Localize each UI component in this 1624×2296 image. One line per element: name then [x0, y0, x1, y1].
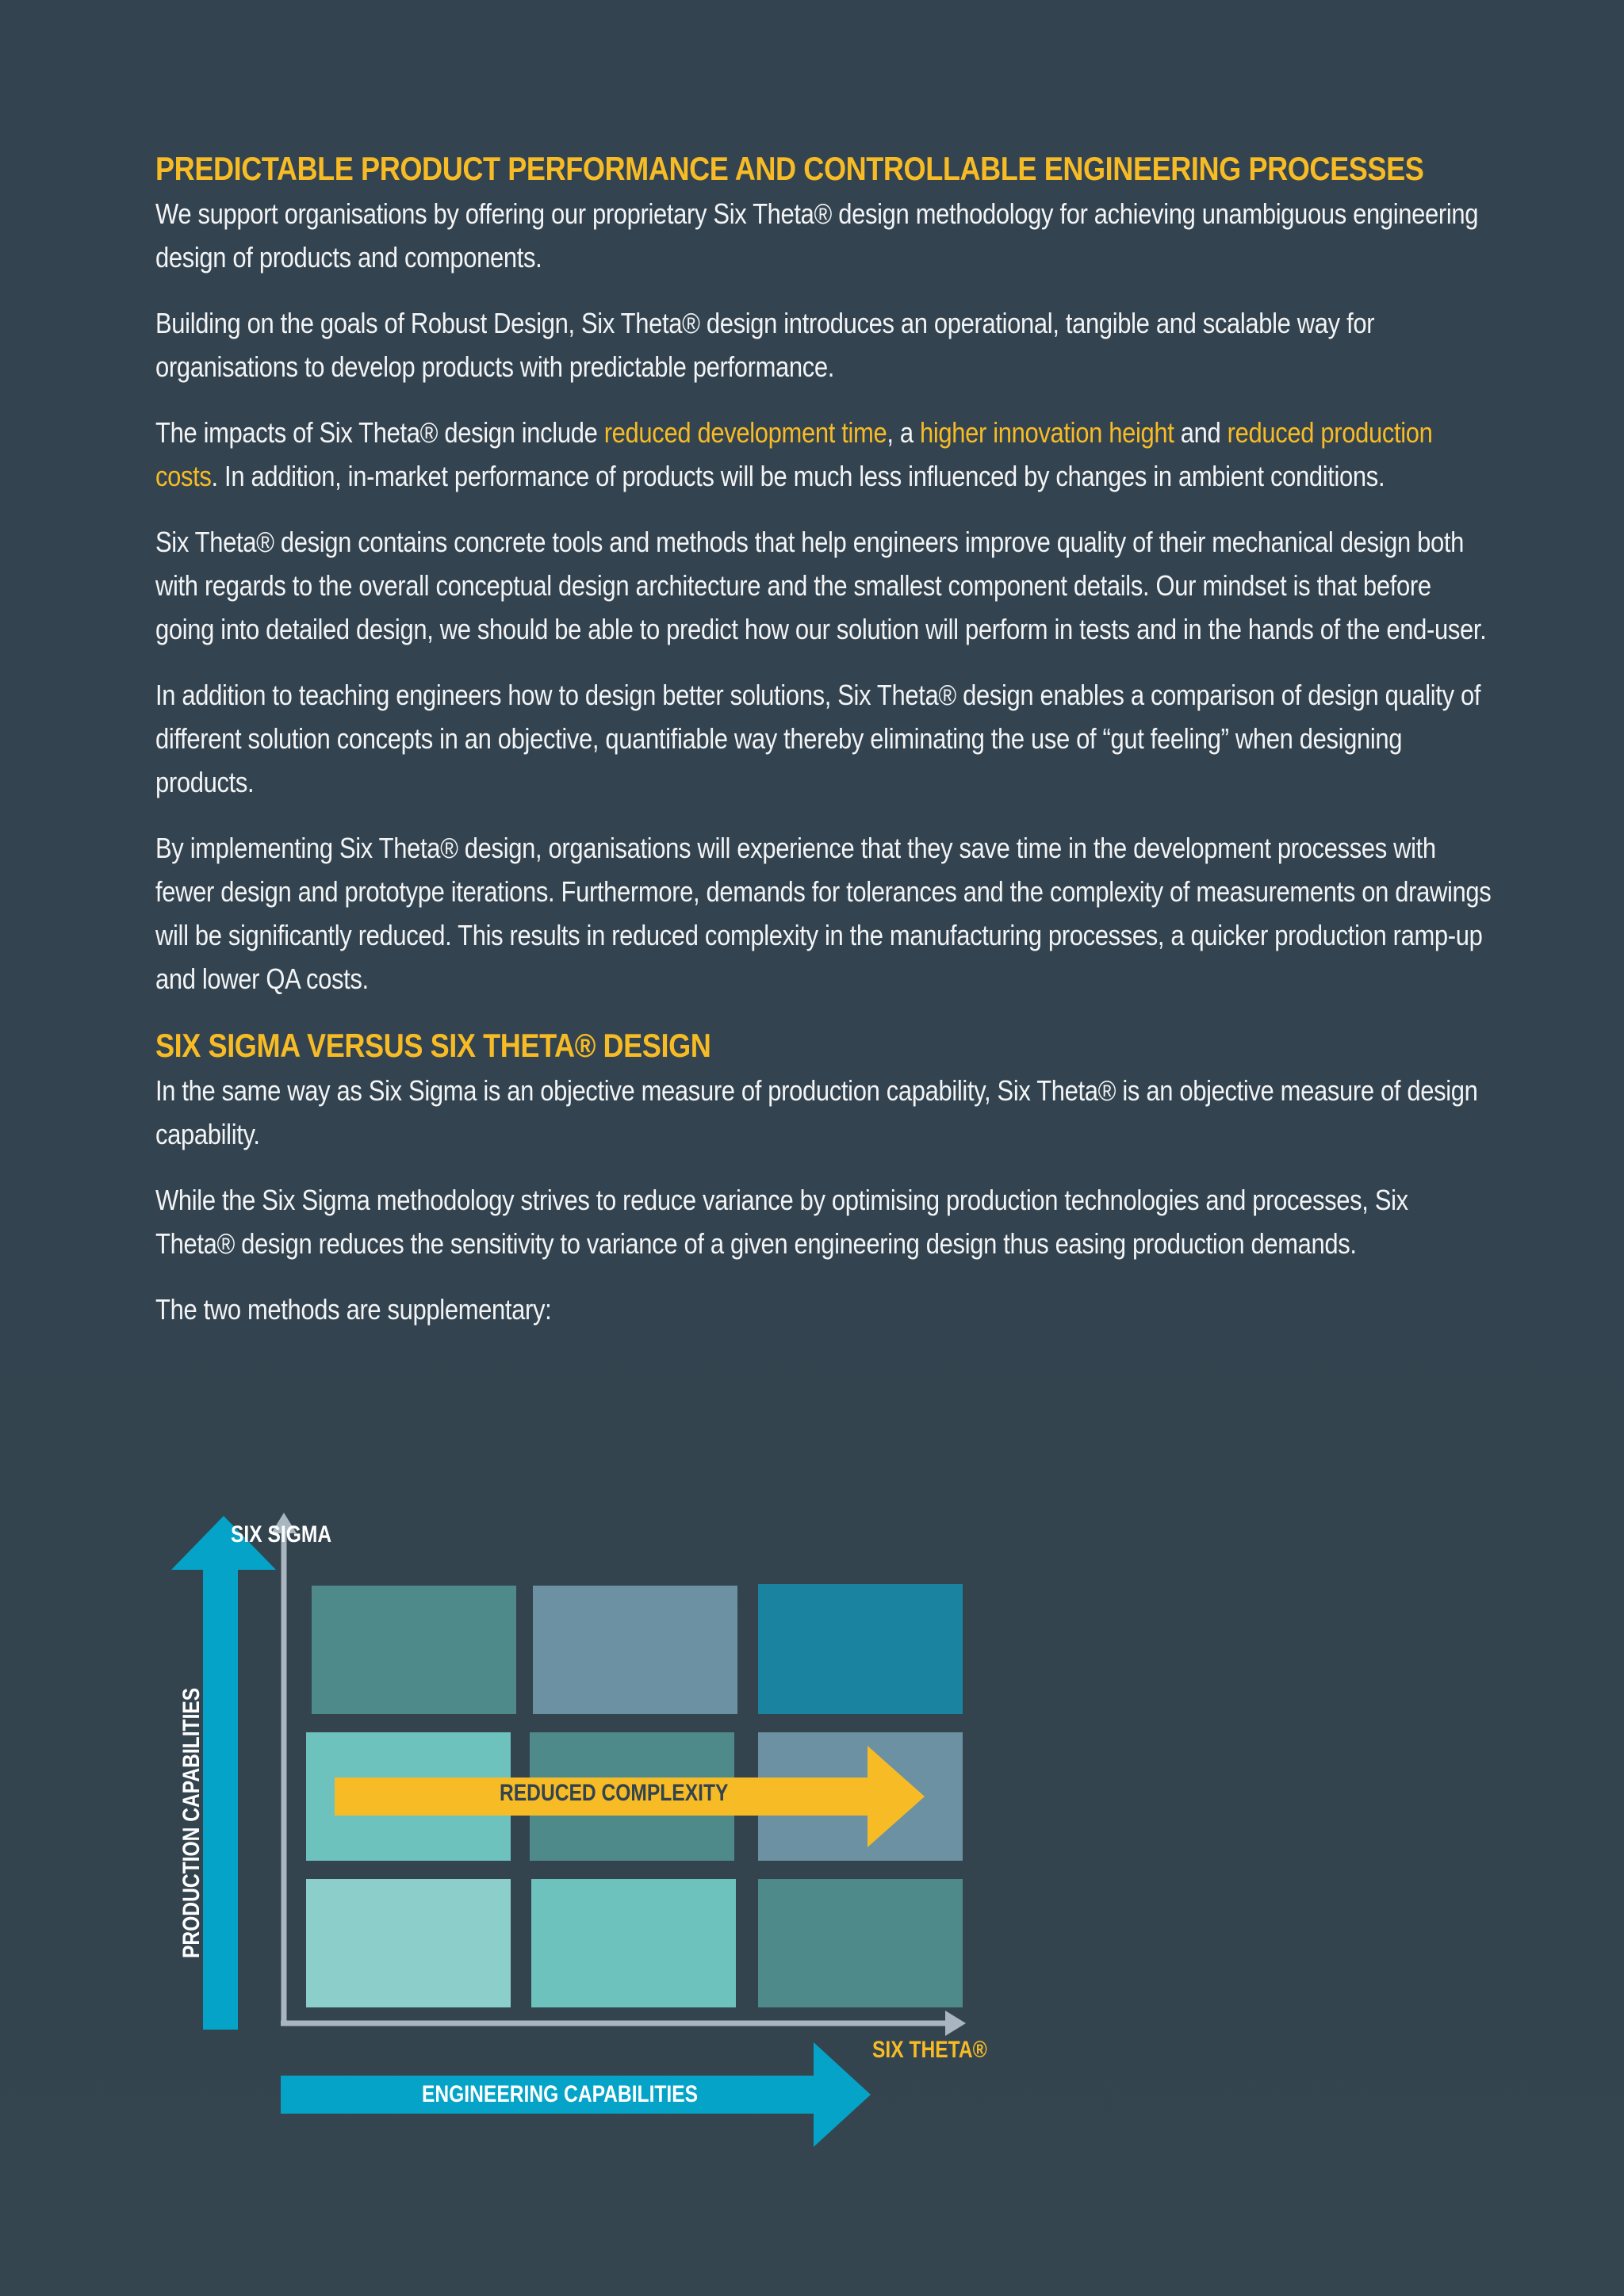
cell-row3-col2	[531, 1879, 736, 2007]
x-axis-arrowhead	[945, 2011, 966, 2036]
highlight-higher-innovation-height: higher innovation height	[919, 416, 1174, 449]
cell-row1-col2	[533, 1586, 737, 1714]
paragraph-tools-methods: Six Theta® design contains concrete tools and methods that help engineers improve quality of their mechanical design both with regards to the overall conceptual design architecture and the smallest component details. Our mindset is that before going into detailed design, we should be able to predict how our solution will perform in tests and in the hands of the end-user.	[155, 526, 1487, 645]
paragraph-robust-design: Building on the goals of Robust Design, Six Theta® design introduces an operational, tangible and scalable way for organisations to develop products with predictable performance.	[155, 307, 1375, 383]
paragraph-supplementary: The two methods are supplementary:	[155, 1293, 552, 1326]
impacts-text-3: and	[1174, 416, 1228, 449]
diagram-graphic	[155, 1506, 1028, 2180]
cell-row1-col3	[758, 1584, 963, 1714]
section-heading-six-sigma-vs-six-theta: SIX SIGMA VERSUS SIX THETA® DESIGN	[155, 1027, 711, 1064]
six-sigma-six-theta-diagram	[155, 1506, 1028, 2180]
production-capabilities-label: PRODUCTION CAPABILITIES	[178, 1687, 205, 1958]
paragraph-impacts	[155, 411, 1492, 498]
paragraph-while: While the Six Sigma methodology strives to reduce variance by optimising production technologies and processes, Six Theta® design reduces the sensitivity to variance of a given engineering design thus easing production demands.	[155, 1184, 1408, 1260]
highlight-reduced-development-time: reduced development time	[603, 416, 887, 449]
y-axis-label: SIX SIGMA	[231, 1521, 332, 1548]
paragraph-comparison: In addition to teaching engineers how to design better solutions, Six Theta® design enables a comparison of design quality of different solution concepts in an objective, quantifiable way thereby eliminating the use of “gut feeling” when designing products.	[155, 679, 1481, 798]
impacts-text-1: The impacts of Six Theta® design include	[155, 416, 604, 449]
paragraph-same-way: In the same way as Six Sigma is an objective measure of production capability, Six Theta® is an objective measure of design capability.	[155, 1074, 1478, 1150]
highlight-reduced-production-costs: reduced production costs	[155, 416, 1433, 492]
main-content	[155, 146, 1492, 1353]
impacts-text-4: . In addition, in-market performance of products will be much less influenced by changes in ambient conditions.	[211, 460, 1385, 492]
engineering-capabilities-label: ENGINEERING CAPABILITIES	[422, 2081, 699, 2107]
cell-row3-col1	[306, 1879, 511, 2007]
reduced-complexity-label: REDUCED COMPLEXITY	[500, 1780, 729, 1806]
cell-row1-col1	[312, 1586, 516, 1714]
x-axis-label: SIX THETA®	[872, 2037, 987, 2063]
section-heading-predictable: PREDICTABLE PRODUCT PERFORMANCE AND CONTROLLABLE ENGINEERING PROCESSES	[155, 150, 1424, 187]
cell-row3-col3	[758, 1879, 963, 2007]
paragraph-intro: We support organisations by offering our proprietary Six Theta® design methodology for achieving unambiguous engineering design of products and components.	[155, 197, 1479, 274]
impacts-text-2: , a	[887, 416, 920, 449]
paragraph-implementing: By implementing Six Theta® design, organisations will experience that they save time in the development processes with fewer design and prototype iterations. Furthermore, demands for tolerances and the complexity of measurements on drawings will be significantly reduced. This results in reduced complexity in the manufacturing processes, a quicker production ramp-up and lower QA costs.	[155, 832, 1492, 995]
